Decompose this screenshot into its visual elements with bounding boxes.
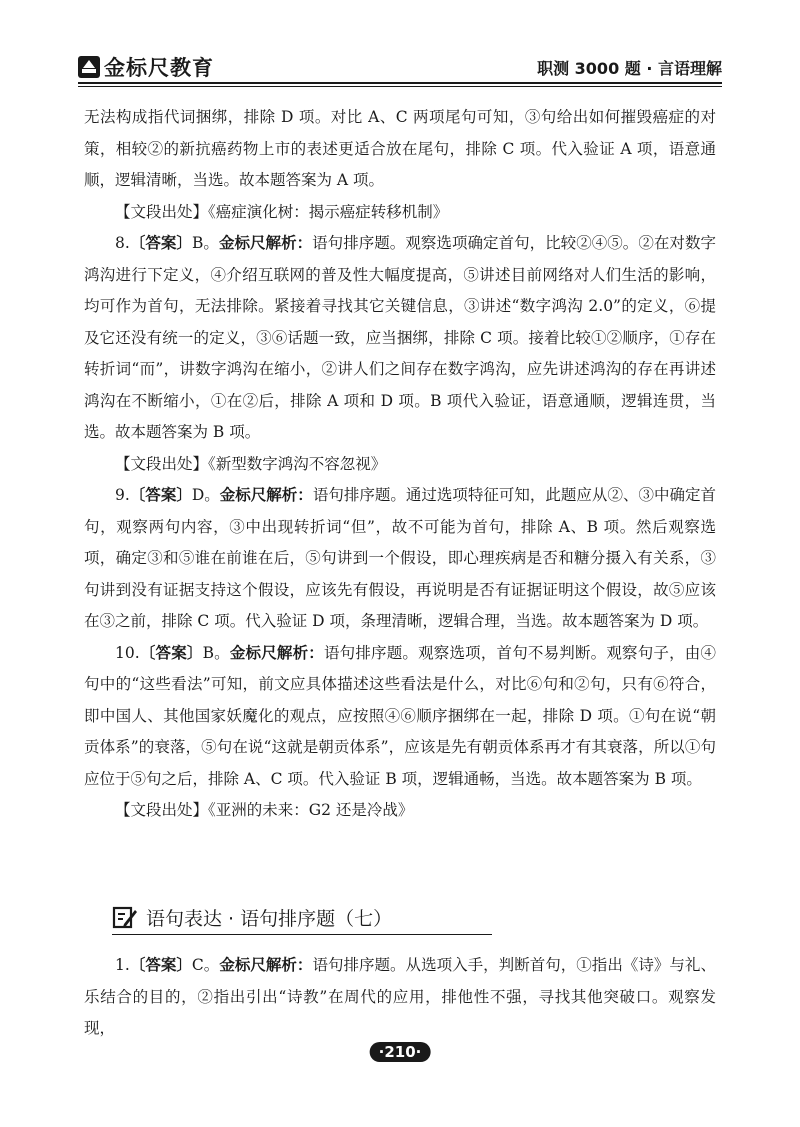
section-underline bbox=[112, 934, 492, 935]
question-9-explanation bbox=[84, 480, 716, 638]
answer-tag: 〔答案〕 bbox=[129, 486, 192, 504]
page-header bbox=[78, 50, 722, 86]
question-10-explanation bbox=[84, 638, 716, 796]
question-number: 8. bbox=[115, 234, 130, 252]
answer-value: B。 bbox=[191, 234, 219, 252]
source-q7: 【文段出处】《癌症演化树：揭示癌症转移机制》 bbox=[115, 202, 449, 221]
source-q10: 【文段出处】《亚洲的未来：G2 还是冷战》 bbox=[115, 801, 414, 819]
paragraph-q7-continued: 无法构成指代词捆绑，排除 D 项。对比 A、C 两项尾句可知，③句给出如何摧毁癌症的对策，相较②的新抗癌药物上市的表述更适合放在尾句，排除 C 项。代入验证 A 项，语意通顺，逻辑清晰，当选。故本题答案为 A 项。 bbox=[84, 108, 716, 189]
answer-tag: 〔答案〕 bbox=[139, 643, 203, 662]
section-content bbox=[84, 950, 716, 1045]
question-number: 10. bbox=[115, 643, 140, 662]
edit-icon bbox=[112, 904, 138, 930]
brand bbox=[78, 52, 214, 82]
analysis-text: 语句排序题。观察选项，首句不易判断。观察句子，由④句中的“这些看法”可知，前文应具体描述这些看法是什么，对比⑥句和②句，只有⑥符合，即中国人、其他国家妖魔化的观点，应按照④⑥顺序捆绑在一起，排除 D 项。①句在说“朝贡体系”的衰落，⑤句在说“这就是朝贡体系”，应该是先有朝贡体系再才有其衰落，所以①句应位于⑤句之后，排除 A、C 项。代入验证 B 项，逻辑通畅，当选。故本题答案为 B 项。 bbox=[84, 643, 716, 788]
answer-tag: 〔答案〕 bbox=[129, 956, 192, 974]
analysis-tag: 金标尺解析： bbox=[218, 234, 313, 252]
analysis-text: 语句排序题。从选项入手，判断首句，①指出《诗》与礼、乐结合的目的，②指出引出“诗教”在周代的应用，排他性不强，寻找其他突破口。观察发现， bbox=[84, 956, 716, 1037]
analysis-tag: 金标尺解析： bbox=[219, 956, 313, 974]
question-number: 9. bbox=[115, 486, 130, 504]
page-number: ·210· bbox=[370, 1042, 431, 1062]
header-divider-thin bbox=[78, 86, 722, 87]
header-divider bbox=[78, 82, 722, 84]
analysis-tag: 金标尺解析： bbox=[219, 486, 313, 504]
source-q8: 【文段出处】《新型数字鸿沟不容忽视》 bbox=[115, 454, 387, 473]
book-title: 职测 3000 题 · 言语理解 bbox=[537, 59, 722, 78]
answer-value: C。 bbox=[191, 956, 220, 974]
brand-name: 金标尺教育 bbox=[104, 56, 214, 80]
analysis-text: 语句排序题。观察选项确定首句，比较②④⑤。②在对数字鸿沟进行下定义，④介绍互联网的普及性大幅度提高，⑤讲述目前网络对人们生活的影响，均可作为首句，无法排除。紧接着寻找其它关键信息，③讲述“数字鸿沟 2.0”的定义，⑥提及它还没有统一的定义，③⑥话题一致，应当捆绑，排除 C 项。接着比较①②顺序，①存在转折词“而”，讲数字鸿沟在缩小，②讲人们之间存在数字鸿沟，应先讲述鸿沟的存在再讲述鸿沟在不断缩小，①在②后，排除 A 项和 D 项。B 项代入验证，语意通顺，逻辑连贯，当选。故本题答案为 B 项。 bbox=[84, 234, 716, 441]
answer-value: B。 bbox=[202, 643, 230, 662]
question-number: 1. bbox=[115, 956, 130, 974]
question-8-explanation bbox=[84, 228, 716, 449]
analysis-tag: 金标尺解析： bbox=[229, 643, 324, 662]
analysis-text: 语句排序题。通过选项特征可知，此题应从②、③中确定首句，观察两句内容，③中出现转折词“但”，故不可能为首句，排除 A、B 项。然后观察选项，确定③和⑤谁在前谁在后，⑤句讲到一个假设，即心理疾病是否和糖分摄入有关系，③句讲到没有证据支持这个假设，应该先有假设，再说明是否有证据证明这个假设，故⑤应该在③之前，排除 C 项。代入验证 D 项，条理清晰，逻辑合理，当选。故本题答案为 D 项。 bbox=[84, 486, 716, 630]
brand-logo-icon bbox=[78, 56, 100, 78]
answer-tag: 〔答案〕 bbox=[129, 234, 192, 252]
section-question-1-explanation bbox=[84, 950, 716, 1045]
main-content bbox=[84, 102, 716, 827]
section-heading bbox=[112, 897, 716, 937]
answer-value: D。 bbox=[191, 486, 220, 504]
section-title: 语句表达 · 语句排序题（七） bbox=[146, 907, 393, 930]
